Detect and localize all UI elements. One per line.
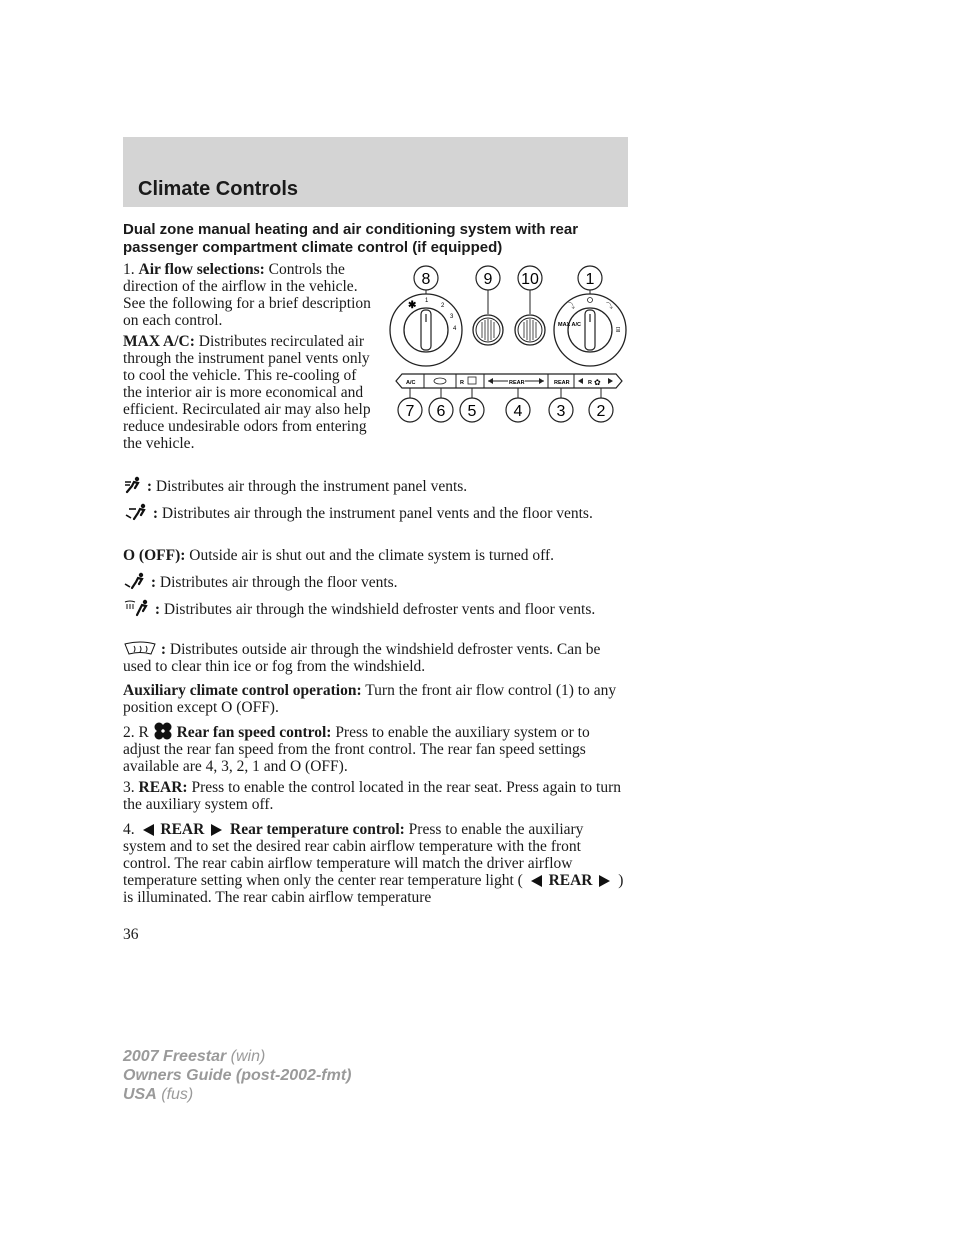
callout-1	[578, 266, 602, 290]
callout-10	[518, 266, 542, 290]
callout-5	[460, 398, 484, 422]
rear-label: REAR	[160, 821, 205, 838]
svg-text:10: 10	[521, 271, 539, 288]
callout-9	[476, 266, 500, 290]
svg-text:1: 1	[425, 298, 429, 304]
para-rear-temp: 4. REAR Rear temperature control: Press to enable the auxiliary system and to set the desired rear cabin airflow temperature with the front control. The rear cabin airflow temperature will match the driver airflow temperature setting when only the center rear temperature light ( REAR ) is illuminated. The rear cabin airflow temperature	[123, 821, 624, 906]
term-aux: Auxiliary climate control operation:	[123, 682, 362, 699]
footer-line-2: Owners Guide (post-2002-fmt)	[123, 1067, 352, 1084]
callout-6	[429, 398, 453, 422]
air-flow-knob	[554, 294, 626, 366]
section-title: Climate Controls	[138, 178, 299, 200]
footer-line-3: USA (fus)	[123, 1086, 194, 1103]
desc-rear-temp: Press to enable the auxiliary system and to set the desired rear cabin airflow temperature with the front control. The rear cabin airflow temperature will match the driver airflow temperature setting when only the center rear temperature	[123, 821, 584, 889]
defrost-floor-vent-icon	[123, 599, 151, 617]
svg-text:REAR: REAR	[554, 380, 570, 386]
control-panel-diagram	[388, 262, 628, 430]
callout-7	[398, 398, 422, 422]
svg-text:7: 7	[405, 403, 415, 420]
right-arrow-icon	[208, 823, 226, 837]
term-rear-fan: Rear fan speed control:	[176, 724, 332, 741]
fan-icon	[153, 722, 173, 740]
para-panel-floor: : Distributes air through the instrument panel vents and the floor vents.	[123, 503, 628, 522]
driver-temp-knob	[473, 315, 503, 345]
term-off: O (OFF):	[123, 547, 186, 564]
left-arrow-icon	[139, 823, 157, 837]
para-defrost: : Distributes outside air through the windshield defroster vents. Can be used to clear thin ice or fog from the windshield.	[123, 641, 601, 675]
callout-4	[506, 398, 530, 422]
desc-max-ac: Distributes recirculated air through the instrument panel vents only to cool the vehicle. This re-cooling of the interior air is more economical and efficient. Recirculated air may also help reduce undesirable odors from entering the vehicle.	[123, 333, 371, 452]
svg-text:⤵: ⤵	[568, 303, 575, 310]
para-defrost-floor: : Distributes air through the windshield defroster vents and floor vents.	[123, 599, 628, 618]
svg-text:✿: ✿	[594, 378, 601, 387]
callout-8	[414, 266, 438, 290]
left-arrow-icon	[527, 874, 545, 888]
term-rear: REAR:	[138, 779, 188, 796]
svg-text:MAX A/C: MAX A/C	[558, 322, 582, 328]
button-strip	[396, 374, 622, 388]
defrost-icon	[123, 641, 157, 657]
svg-text:8: 8	[421, 271, 431, 288]
term-max-ac: MAX A/C:	[123, 333, 195, 350]
svg-text:2: 2	[441, 303, 445, 309]
svg-text:REAR: REAR	[509, 380, 525, 386]
desc-panel-floor: Distributes air through the instrument panel vents and the floor vents.	[161, 505, 593, 522]
desc-floor: Distributes air through the floor vents.	[159, 574, 398, 591]
term-air-flow: Air flow selections:	[138, 261, 265, 278]
para-off	[123, 547, 628, 564]
para-rear-fan	[123, 722, 628, 775]
desc-air-flow: Controls the direction of the airflow in the vehicle. See the following for a brief description on each control.	[123, 261, 371, 329]
svg-text:4: 4	[513, 403, 523, 420]
svg-text:3: 3	[556, 403, 566, 420]
floor-vent-icon	[123, 572, 147, 590]
svg-text:3: 3	[450, 314, 454, 320]
footer	[123, 1047, 351, 1104]
subheading: Dual zone manual heating and air conditioning system with rear passenger compartment climate control (if equipped)	[123, 221, 579, 256]
para-air-flow	[123, 261, 375, 329]
desc-aux: Turn the front air flow control (1) to any position except O (OFF).	[123, 682, 617, 716]
svg-text:1: 1	[585, 271, 595, 288]
panel-floor-vent-icon	[123, 503, 149, 521]
svg-text:A/C: A/C	[406, 380, 416, 386]
callout-3	[549, 398, 573, 422]
item-number: 2. R	[123, 724, 149, 741]
item-number: 3.	[123, 779, 135, 796]
svg-text:R: R	[588, 380, 592, 386]
desc-rear-fan: Press to enable the auxiliary system or to adjust the rear fan speed from the front control. The rear fan speed settings available are 4, 3, 2, 1 and O (OFF).	[123, 724, 590, 775]
item-number: 4.	[123, 821, 135, 838]
para-panel-vents: : Distributes air through the instrument panel vents.	[123, 476, 628, 495]
fan-speed-knob	[390, 294, 462, 366]
svg-text:6: 6	[436, 403, 446, 420]
svg-text:2: 2	[596, 403, 606, 420]
svg-text:⤵: ⤵	[606, 303, 613, 310]
desc-defrost: Distributes outside air through the windshield defroster vents. Can be used to clear thin ice or fog from the windshield.	[123, 641, 601, 675]
para-rear	[123, 779, 628, 813]
svg-text:⌸: ⌸	[616, 327, 621, 334]
item-number: 1.	[123, 261, 135, 278]
svg-text:4: 4	[453, 326, 457, 332]
desc-defrost-floor: Distributes air through the windshield defroster vents and floor vents.	[163, 601, 596, 618]
para-aux	[123, 682, 628, 716]
right-arrow-icon	[596, 874, 614, 888]
footer-line-1: 2007 Freestar (win)	[123, 1048, 266, 1065]
desc-panel-vents: Distributes air through the instrument panel vents.	[155, 478, 468, 495]
desc-rear: Press to enable the control located in the rear seat. Press again to turn the auxiliary system off.	[123, 779, 622, 813]
page-number: 36	[123, 926, 139, 943]
para-max-ac	[123, 333, 375, 452]
desc-off: Outside air is shut out and the climate system is turned off.	[189, 547, 555, 564]
rear-label: REAR	[548, 872, 593, 889]
panel-vent-icon	[123, 476, 143, 494]
passenger-temp-knob	[515, 315, 545, 345]
header-band	[123, 137, 628, 207]
svg-text:5: 5	[467, 403, 477, 420]
term-rear-temp: Rear temperature control:	[230, 821, 405, 838]
svg-text:R: R	[460, 380, 464, 386]
svg-text:✱: ✱	[408, 300, 417, 311]
para-floor: : Distributes air through the floor vents.	[123, 572, 628, 591]
svg-text:9: 9	[483, 271, 493, 288]
callout-2	[589, 398, 613, 422]
